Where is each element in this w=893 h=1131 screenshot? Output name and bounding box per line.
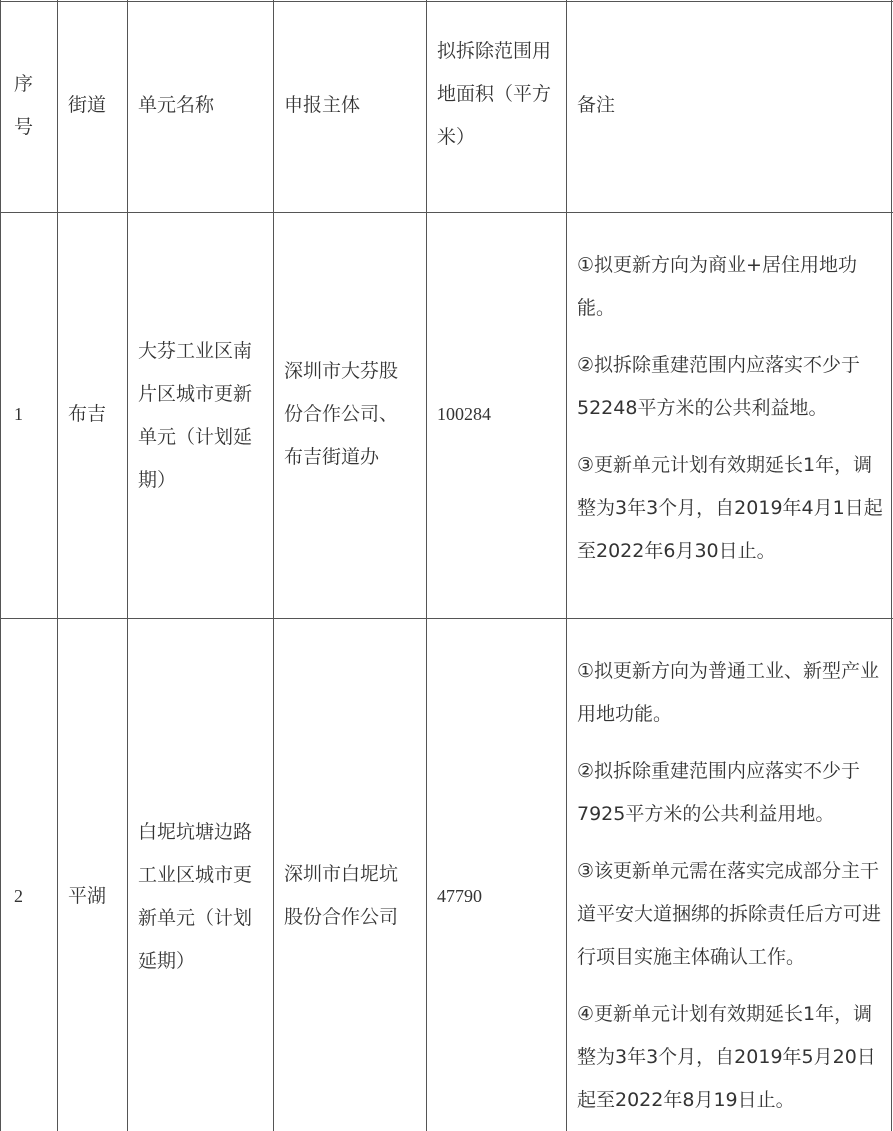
row-divider bbox=[0, 618, 893, 619]
row-2-notes bbox=[577, 650, 883, 1131]
row-2-note-1: ①拟更新方向为普通工业、新型产业用地功能。 bbox=[577, 660, 880, 725]
table-border-top bbox=[0, 1, 893, 2]
row-divider bbox=[0, 212, 893, 213]
row-2-area: 47790 bbox=[437, 886, 482, 906]
row-1-applicant: 深圳市大芬股份合作公司、布吉街道办 bbox=[284, 360, 399, 468]
row-1-unit-name: 大芬工业区南片区城市更新单元（计划延期） bbox=[138, 340, 253, 491]
table-border-left bbox=[0, 0, 1, 1131]
row-2-note-4: ④更新单元计划有效期延长1年，调整为3年3个月，自2019年5月20日起至2022年8月19日止。 bbox=[577, 1003, 876, 1111]
row-2-seq: 2 bbox=[14, 886, 23, 906]
row-1-area: 100284 bbox=[437, 404, 491, 424]
header-street: 街道 bbox=[68, 94, 107, 116]
row-2-note-3: ③该更新单元需在落实完成部分主干道平安大道捆绑的拆除责任后方可进行项目实施主体确认工作。 bbox=[577, 860, 882, 968]
row-1-note-3: ③更新单元计划有效期延长1年，调整为3年3个月，自2019年4月1日起至2022年6月30日止。 bbox=[577, 454, 883, 562]
column-divider bbox=[566, 0, 567, 1131]
column-divider bbox=[273, 0, 274, 1131]
header-seq: 序号 bbox=[14, 73, 34, 138]
header-applicant: 申报主体 bbox=[284, 94, 361, 116]
row-1-notes bbox=[577, 244, 883, 587]
column-divider bbox=[57, 0, 58, 1131]
header-unit-name: 单元名称 bbox=[138, 94, 215, 116]
row-2-unit-name: 白坭坑塘边路工业区城市更新单元（计划延期） bbox=[138, 821, 253, 972]
row-1-street: 布吉 bbox=[68, 403, 107, 425]
column-divider bbox=[426, 0, 427, 1131]
row-1-note-2: ②拟拆除重建范围内应落实不少于52248平方米的公共利益地。 bbox=[577, 354, 861, 419]
table-border-right bbox=[891, 0, 892, 1131]
row-1-note-1: ①拟更新方向为商业+居住用地功能。 bbox=[577, 254, 857, 319]
row-2-note-2: ②拟拆除重建范围内应落实不少于7925平方米的公共利益用地。 bbox=[577, 760, 861, 825]
column-divider bbox=[127, 0, 128, 1131]
row-1-seq: 1 bbox=[14, 404, 23, 424]
row-2-applicant: 深圳市白坭坑股份合作公司 bbox=[284, 863, 399, 928]
header-note: 备注 bbox=[577, 94, 616, 116]
row-2-street: 平湖 bbox=[68, 885, 107, 907]
header-area: 拟拆除范围用地面积（平方米） bbox=[437, 40, 552, 148]
